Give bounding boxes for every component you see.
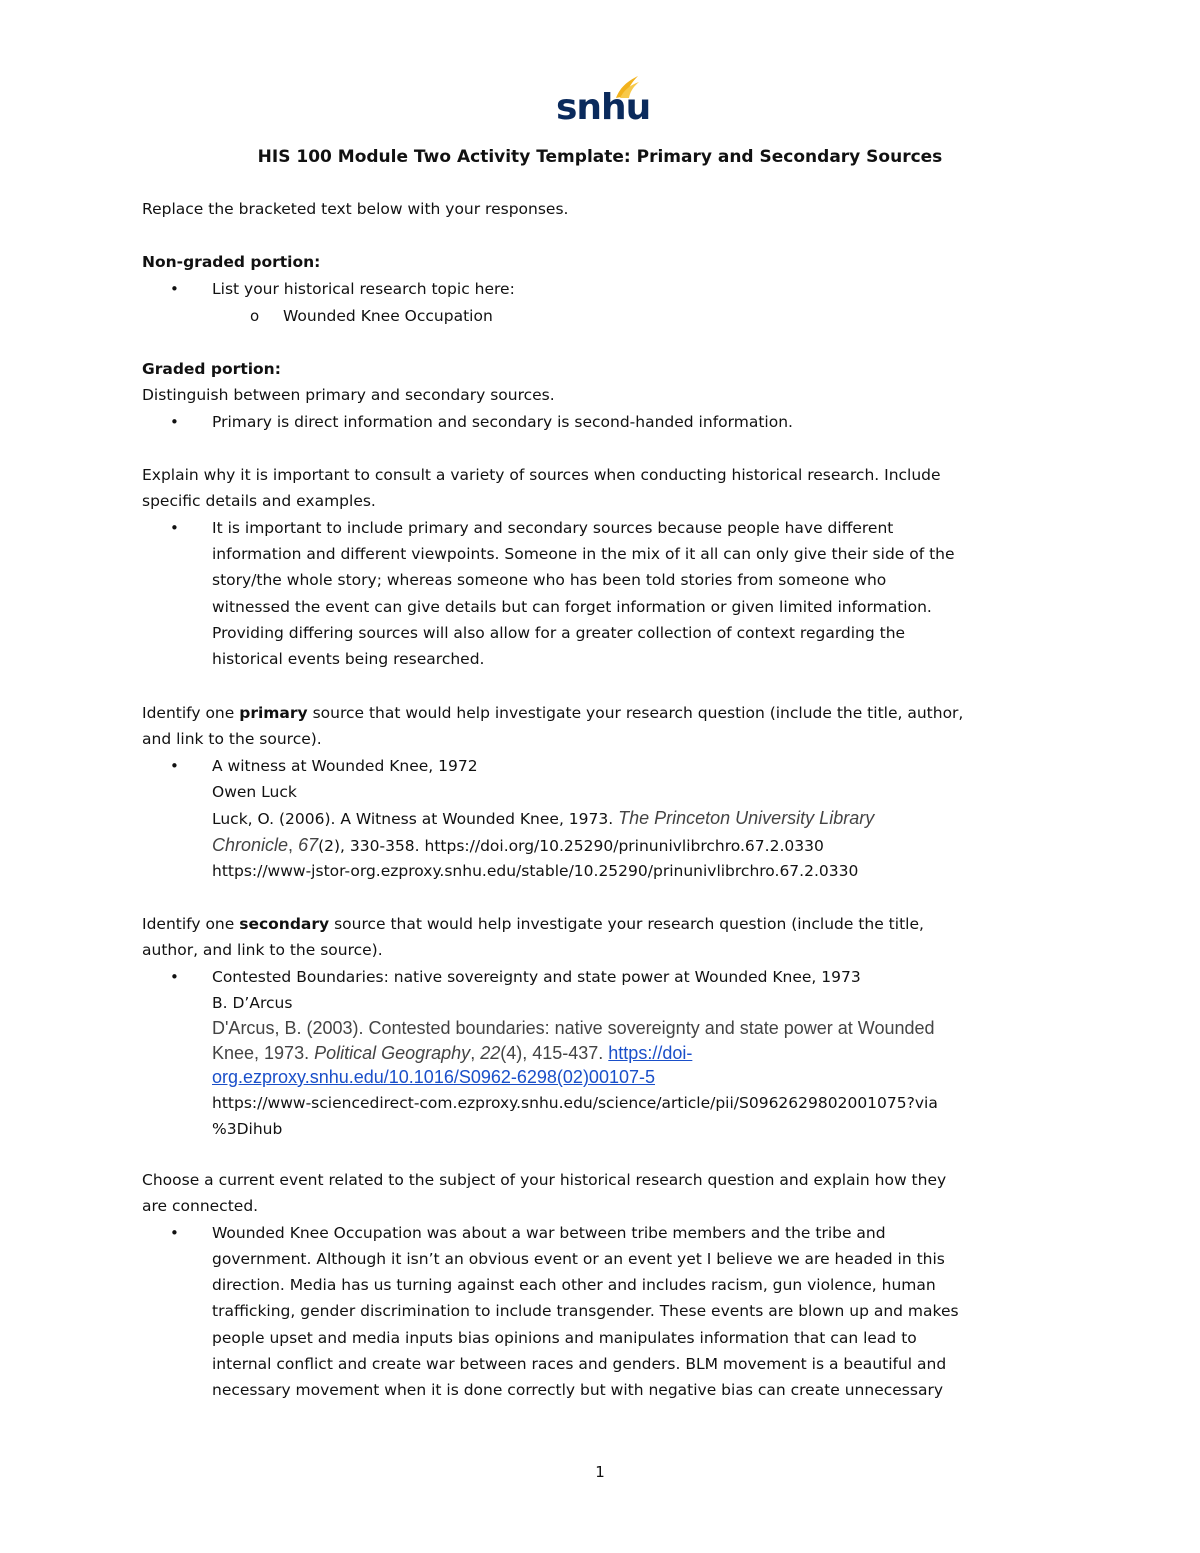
citation-volume: 67 [298,835,319,855]
question-4 [142,911,924,937]
bullet-marker: • [170,280,179,298]
citation-text: Knee, 1973. [212,1043,315,1063]
answer-2-line: historical events being researched. [212,650,485,668]
question-3 [142,700,963,726]
answer-1: Primary is direct information and secondary is second-handed information. [212,413,793,431]
question-3-text: source that would help investigate your research question (include the title, author, [307,704,964,722]
answer-5-line: internal conflict and create war between races and genders. BLM movement is a beautiful and [212,1355,947,1373]
answer-5-line: Wounded Knee Occupation was about a war between tribe members and the tribe and [212,1224,886,1242]
primary-source-author: Owen Luck [212,783,297,801]
citation-text: , [470,1043,481,1063]
question-3-text: Identify one [142,704,240,722]
citation-text: (4), 415-437. [500,1043,609,1063]
primary-source-url: https://www-jstor-org.ezproxy.snhu.edu/stable/10.25290/prinunivlibrchro.67.2.0330 [212,862,859,880]
answer-2-line: Providing differing sources will also allow for a greater collection of context regarding the [212,624,906,642]
secondary-source-url-2: %3Dihub [212,1120,283,1138]
bullet-marker: • [170,968,179,986]
citation-journal: Political Geography [314,1043,471,1063]
citation-text: , [288,835,299,855]
answer-5-line: trafficking, gender discrimination to include transgender. These events are blown up and makes [212,1302,959,1320]
nongraded-bullet: List your historical research topic here: [212,280,515,298]
answer-2-line: witnessed the event can give details but can forget information or given limited information. [212,598,932,616]
citation-volume: 22 [480,1043,501,1063]
doi-link[interactable]: org.ezproxy.snhu.edu/10.1016/S0962-6298(02)00107-5 [212,1067,655,1087]
logo-wordmark: snhu [556,87,651,128]
question-4-line2: author, and link to the source). [142,941,383,959]
question-2-line: Explain why it is important to consult a variety of sources when conducting historical research. Include [142,466,941,484]
primary-source-citation-2 [212,832,824,859]
question-3-emphasis: primary [239,704,308,722]
citation-text: Luck, O. (2006). A Witness at Wounded Knee, 1973. [212,810,619,828]
answer-5-line: necessary movement when it is done correctly but with negative bias can create unnecessary [212,1381,943,1399]
bullet-marker: • [170,1224,179,1242]
page-number: 1 [595,1463,605,1481]
document-title: HIS 100 Module Two Activity Template: Primary and Secondary Sources [257,147,943,167]
citation-text: (2), 330-358. https://doi.org/10.25290/prinunivlibrchro.67.2.0330 [318,837,824,855]
graded-heading: Graded portion: [142,360,281,378]
citation-journal: Chronicle [212,835,289,855]
question-5-line: are connected. [142,1197,259,1215]
doi-link[interactable]: https://doi- [608,1043,693,1063]
citation-journal: The Princeton University Library [618,808,875,828]
secondary-source-link-line [212,1064,655,1091]
answer-2-line: It is important to include primary and secondary sources because people have different [212,519,894,537]
sub-bullet-marker: o [250,307,260,325]
question-3-line2: and link to the source). [142,730,322,748]
research-topic: Wounded Knee Occupation [283,307,493,325]
bullet-marker: • [170,413,179,431]
answer-2-line: story/the whole story; whereas someone who has been told stories from someone who [212,571,887,589]
answer-5-line: people upset and media inputs bias opinions and manipulates information that can lead to [212,1329,917,1347]
primary-source-title: A witness at Wounded Knee, 1972 [212,757,478,775]
bullet-marker: • [170,757,179,775]
nongraded-heading: Non-graded portion: [142,253,321,271]
secondary-source-author: B. D’Arcus [212,994,293,1012]
question-1: Distinguish between primary and secondary sources. [142,386,555,404]
answer-5-line: government. Although it isn’t an obvious event or an event yet I believe we are headed in this [212,1250,945,1268]
bullet-marker: • [170,519,179,537]
question-4-emphasis: secondary [239,915,330,933]
secondary-source-url: https://www-sciencedirect-com.ezproxy.snhu.edu/science/article/pii/S0962629802001075?via [212,1094,938,1112]
snhu-logo [556,74,651,132]
question-5-line: Choose a current event related to the subject of your historical research question and explain how they [142,1171,947,1189]
question-2-line: specific details and examples. [142,492,376,510]
answer-5-line: direction. Media has us turning against each other and includes racism, gun violence, human [212,1276,936,1294]
question-4-text: Identify one [142,915,240,933]
primary-source-citation [212,805,874,832]
secondary-source-citation: D'Arcus, B. (2003). Contested boundaries: native sovereignty and state power at Wounded [212,1018,935,1038]
question-4-text: source that would help investigate your research question (include the title, [329,915,924,933]
instructions: Replace the bracketed text below with your responses. [142,200,569,218]
answer-2-line: information and different viewpoints. Someone in the mix of it all can only give their side of the [212,545,955,563]
secondary-source-title: Contested Boundaries: native sovereignty and state power at Wounded Knee, 1973 [212,968,861,986]
